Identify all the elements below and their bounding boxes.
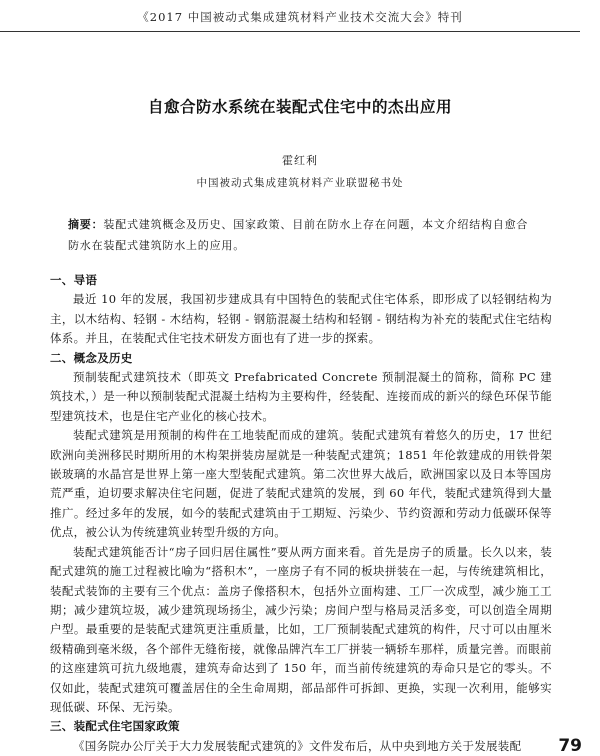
paragraph-policy: 《国务院办公厅关于大力发展装配式建筑的》文件发布后，从中央到地方关于发展装配 <box>73 738 522 753</box>
paragraph-intro: 最近 10 年的发展，我国初步建成具有中国特色的装配式住宅体系，即形成了以轻钢结构为主，以木结构、轻钢 - 木结构，轻钢 - 钢筋混凝土结构和轻钢 - 钢结构为补充的装配式住宅结构体系。并且，在装配式住宅技术研发方面也有了进一步的探索。 <box>50 292 552 346</box>
abstract-label: 摘要： <box>68 218 104 231</box>
header-rule <box>0 31 580 32</box>
section-heading-policy: 三、装配式住宅国家政策 <box>50 719 180 734</box>
abstract <box>68 214 538 256</box>
section-heading-intro: 一、导语 <box>50 273 98 287</box>
section-heading-concept: 二、概念及历史 <box>50 350 133 365</box>
paragraph-quality: 装配式建筑能否计“房子回归居住属性”要从两方面来看。首先是房子的质量。长久以来，装配式建筑的施工过程被比喻为“搭积木”，一座房子有不同的板块拼装在一起，与传统建筑相比，装配式装饰的主要有三个优点：盖房子像搭积木，包括外立面构建、工厂一次成型，减少施工工期；减少建筑垃圾，减少建筑现场扬尘，减少污染；房间户型与格局灵活多变，可以创造全周期户型。最重要的是装配式建筑更注重质量，比如，工厂预制装配式建筑的构件，尺寸可以由厘米级精确到毫米级，各个部件无缝衔接，就像品牌汽车工厂拼装一辆轿车那样，质量完善。而眼前的这座建筑可抗九级地震，建筑寿命达到了 150 年，而当前传统建筑的寿命只是它的零头。不仅如此，装配式建筑可覆盖居住的全生命周期，部品部件可拆卸、更换，实现一次利用，能够实现低碳、环保、无污染。 <box>50 544 552 714</box>
author-affiliation: 中国被动式集成建筑材料产业联盟秘书处 <box>196 177 404 189</box>
abstract-text: 装配式建筑概念及历史、国家政策、目前在防水上存在问题，本文介绍结构自愈合防水在装配式建筑防水上的应用。 <box>68 218 529 252</box>
paragraph-history: 装配式建筑是用预制的构件在工地装配而成的建筑。装配式建筑有着悠久的历史，17 世纪欧洲向美洲移民时期所用的木构架拼装房屋就是一种装配式建筑；1851 年伦敦建成的用铁骨架嵌玻璃的水晶宫是世界上第一座大型装配式建筑。第二次世界大战后，欧洲国家以及日本等国房荒严重，迫切要求解决住宅问题，促进了装配式建筑的发展，到 60 年代，装配式建筑得到大量推广。经过多年的发展，如今的装配式建筑由于工期短、污染少、节约资源和劳动力低碳环保等优点，被公认为传统建筑业转型升级的方向。 <box>50 428 552 540</box>
paragraph-pc-definition: 预制装配式建筑技术（即英文 Prefabricated Concrete 预制混凝土的简称，简称 PC 建筑技术，）是一种以预制装配式混凝土结构为主要构件，经装配、连接而成的新兴的绿色环保节能型建筑技术，也是住宅产业化的核心技术。 <box>50 370 552 423</box>
page-number: 79 <box>558 736 582 756</box>
paper-title: 自愈合防水系统在装配式住宅中的杰出应用 <box>147 98 452 116</box>
paper-body <box>50 271 552 756</box>
running-header: 《2017 中国被动式集成建筑材料产业技术交流大会》特刊 <box>137 10 463 24</box>
author-name: 霍红利 <box>282 154 318 167</box>
